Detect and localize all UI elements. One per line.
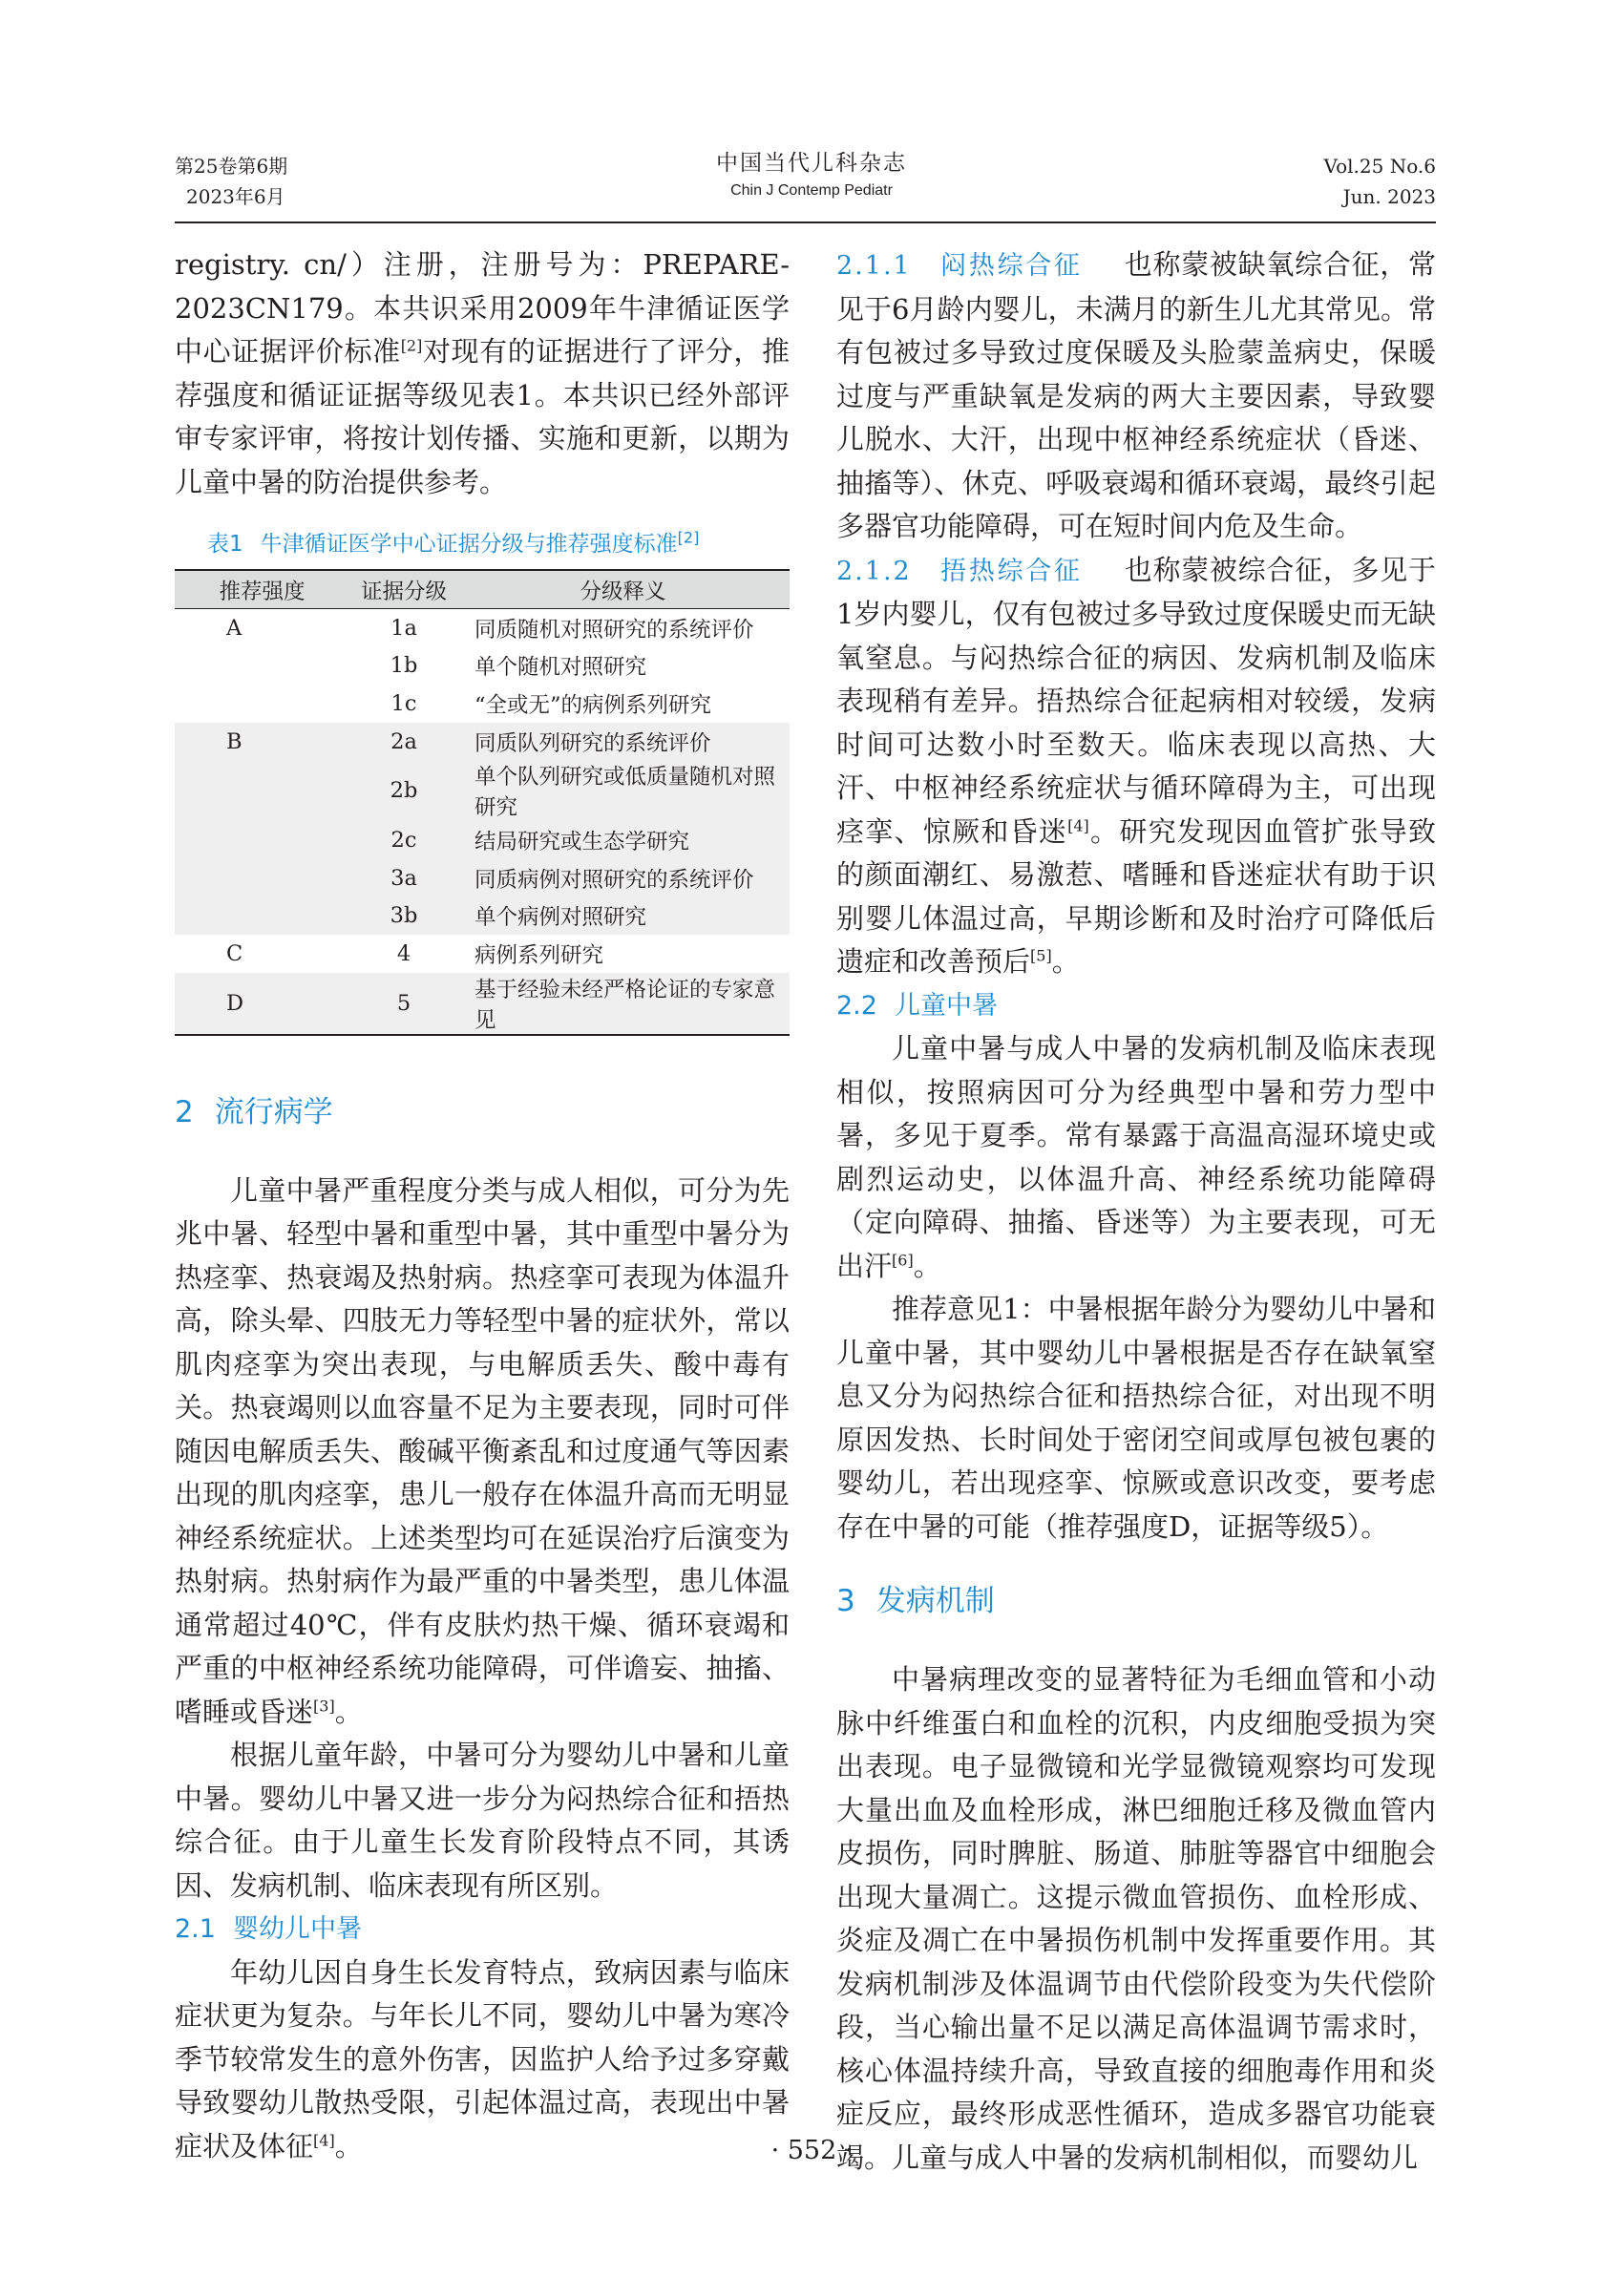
paragraph: 儿童中暑严重程度分类与成人相似，可分为先兆中暑、轻型中暑和重型中暑，其中重型中暑分为热痉挛、热衰竭及热射病。热痉挛可表现为体温升高，除头晕、四肢无力等轻型中暑的症状外，常以肌肉痉挛为突出表现，与电解质丢失、酸中毒有关。热衰竭则以血容量不足为主要表现，同时可伴随因电解质丢失、酸碱平衡紊乱和过度通气等因素出现的肌肉痉挛，患儿一般存在体温升高而无明显神经系统症状。上述类型均可在延误治疗后演变为热射病。热射病作为最严重的中暑类型，患儿体温通常超过40℃，伴有皮肤灼热干燥、循环衰竭和严重的中枢神经系统功能障碍，可伴谵妄、抽搐、嗜睡或昏迷[3]。	[175, 1173, 790, 1728]
subsection-title: 儿童中暑	[894, 990, 998, 1021]
citation[interactable]: [4]	[1067, 815, 1089, 834]
section-number: 2	[175, 1094, 194, 1129]
section-number: 3	[836, 1584, 855, 1618]
cell-grade	[175, 647, 350, 686]
paragraph: 2.1.2 捂热综合征 也称蒙被综合征，多见于1岁内婴儿，仅有包被过多导致过度保暖史而无缺氧窒息。与闷热综合征的病因、发病机制及临床表现稍有差异。捂热综合征起病相对较缓，发病时间可达数小时至数天。临床表现以高热、大汗、中枢神经系统症状与循环障碍为主，可出现痉挛、惊厥和昏迷[4]。研究发现因血管扩张导致的颜面潮红、易激惹、嗜睡和昏迷症状有助于识别婴儿体温过高，早期诊断和及时治疗可降低后遗症和改善预后[5]。	[836, 553, 1436, 978]
column-header: 推荐强度	[175, 570, 350, 609]
cell-desc: 单个随机对照研究	[475, 655, 647, 681]
running-header-right	[1324, 151, 1436, 212]
left-column	[175, 243, 790, 2168]
running-header-center	[573, 148, 1050, 203]
citation[interactable]: [4]	[313, 2131, 335, 2150]
cell-desc: 单个队列研究或低质量随机对照研究	[457, 760, 790, 821]
citation[interactable]: [2]	[400, 336, 423, 355]
table-row	[175, 760, 790, 821]
date-en: Jun. 2023	[1342, 185, 1436, 208]
intro-paragraph: registry. cn/）注册，注册号为：PREPARE-2023CN179。本共识采用2009年牛津循证医学中心证据评价标准[2]对现有的证据进行了评分，推荐强度和循证证据等级见表1。本共识已经外部评审专家评审，将按计划传播、实施和更新，以期为儿童中暑的防治提供参考。	[175, 248, 790, 498]
table-row	[175, 973, 790, 1035]
journal-title-en: Chin J Contemp Pediatr	[730, 182, 893, 199]
section-title: 发病机制	[875, 1584, 995, 1618]
cell-grade	[175, 897, 350, 936]
cell-level: 5	[350, 973, 457, 1035]
cell-desc: 同质随机对照研究的系统评价	[475, 617, 754, 643]
paragraph: 儿童中暑与成人中暑的发病机制及临床表现相似，按照病因可分为经典型中暑和劳力型中暑，多见于夏季。常有暴露于高温高湿环境史或剧烈运动史，以体温升高、神经系统功能障碍（定向障碍、抽搐、昏迷等）为主要表现，可无出汗[6]。	[836, 1032, 1436, 1282]
subsection-heading-2-2	[836, 984, 1436, 1028]
cell-level: 4	[396, 940, 411, 966]
cell-desc: 基于经验未经严格论证的专家意见	[457, 973, 790, 1035]
volume-issue-cn: 第25卷第6期	[175, 155, 288, 178]
cell-desc: 同质病例对照研究的系统评价	[457, 859, 790, 897]
table-row	[175, 859, 790, 897]
table-caption	[175, 529, 790, 559]
cell-desc: 同质队列研究的系统评价	[457, 723, 790, 761]
header-rule	[175, 221, 1436, 223]
paragraph: 2.1.1 闷热综合征 也称蒙被缺氧综合征，常见于6月龄内婴儿，未满月的新生儿尤其常见。常有包被过多导致过度保暖及头脸蒙盖病史，保暖过度与严重缺氧是发病的两大主要因素，导致婴儿脱水、大汗，出现中枢神经系统症状（昏迷、抽搐等）、休克、呼吸衰竭和循环衰竭，最终引起多器官功能障碍，可在短时间内危及生命。	[836, 248, 1436, 542]
running-header-left	[175, 151, 287, 212]
table-number: 表1	[207, 532, 243, 557]
table-header-row	[175, 570, 790, 609]
subsection-number: 2.1	[175, 1914, 216, 1945]
table-row	[175, 647, 790, 686]
cell-level: 1c	[390, 690, 417, 716]
cell-grade	[175, 821, 350, 859]
cell-level: 1a	[390, 615, 417, 641]
cell-grade	[175, 685, 350, 723]
column-header: 证据分级	[350, 570, 457, 609]
subsubsection-heading-2-1-2: 2.1.2 捂热综合征	[836, 556, 1083, 586]
table-row	[175, 723, 790, 761]
cell-desc: 单个病例对照研究	[457, 897, 790, 936]
volume-issue-en: Vol.25 No.6	[1323, 155, 1436, 178]
citation[interactable]: [5]	[1030, 946, 1052, 965]
evidence-table	[175, 569, 790, 1036]
cell-grade	[175, 760, 350, 821]
section-heading-2	[175, 1091, 790, 1134]
cell-level: 2c	[350, 821, 457, 859]
page-number: · 552 ·	[770, 2136, 854, 2165]
paragraph: 中暑病理改变的显著特征为毛细血管和小动脉中纤维蛋白和血栓的沉积，内皮细胞受损为突出表现。电子显微镜和光学显微镜观察均可发现大量出血及血栓形成，淋巴细胞迁移及微血管内皮损伤，同时脾脏、肠道、肺脏等器官中细胞会出现大量凋亡。这提示微血管损伤、血栓形成、炎症及凋亡在中暑损伤机制中发挥重要作用。其发病机制涉及体温调节由代偿阶段变为失代偿阶段，当心输出量不足以满足高体温调节需求时，核心体温持续升高，导致直接的细胞毒作用和炎症反应，最终形成恶性循环，造成多器官功能衰竭。儿童与成人中暑的发病机制相似，而婴幼儿	[836, 1663, 1436, 2174]
section-title: 流行病学	[214, 1094, 333, 1129]
cell-desc: “全或无”的病例系列研究	[475, 692, 712, 718]
cell-desc: 结局研究或生态学研究	[457, 821, 790, 859]
date-cn: 2023年6月	[186, 185, 285, 208]
cell-level: 2b	[350, 760, 457, 821]
cell-desc: 病例系列研究	[475, 942, 604, 968]
cell-grade	[175, 859, 350, 897]
table-row	[175, 897, 790, 936]
subsection-number: 2.2	[836, 990, 877, 1021]
cell-grade: C	[226, 940, 243, 966]
journal-title-cn: 中国当代儿科杂志	[716, 151, 907, 176]
citation[interactable]: [2]	[677, 528, 700, 547]
cell-level: 1b	[390, 653, 418, 679]
paragraph: 年幼儿因自身生长发育特点，致病因素与临床症状更为复杂。与年长儿不同，婴幼儿中暑为寒冷季节较常发生的意外伤害，因监护人给予过多穿戴导致婴幼儿散热受限，引起体温过高，表现出中暑症状及体征[4]。	[175, 1955, 790, 2162]
paragraph: 根据儿童年龄，中暑可分为婴幼儿中暑和儿童中暑。婴幼儿中暑又进一步分为闷热综合征和捂热综合征。由于儿童生长发育阶段特点不同，其诱因、发病机制、临床表现有所区别。	[175, 1739, 790, 1902]
subsection-heading-2-1	[175, 1908, 790, 1951]
cell-grade: D	[175, 973, 350, 1035]
subsubsection-heading-2-1-1: 2.1.1 闷热综合征	[836, 251, 1083, 281]
table-row	[175, 609, 790, 647]
cell-level: 3a	[350, 859, 457, 897]
cell-grade: A	[226, 615, 243, 641]
citation[interactable]: [6]	[892, 1250, 914, 1269]
subsection-title: 婴幼儿中暑	[232, 1914, 362, 1945]
cell-grade: B	[175, 723, 350, 761]
table-row	[175, 935, 790, 973]
cell-level: 3b	[350, 897, 457, 936]
section-heading-3	[836, 1580, 1436, 1623]
recommendation-paragraph: 推荐意见1：中暑根据年龄分为婴幼儿中暑和儿童中暑，其中婴幼儿中暑根据是否存在缺氧窒息又分为闷热综合征和捂热综合征，对出现不明原因发热、长时间处于密闭空间或厚包被包裹的婴幼儿，若出现痉挛、惊厥或意识改变，要考虑存在中暑的可能（推荐强度D，证据等级5）。	[836, 1293, 1436, 1543]
right-column	[836, 243, 1436, 2180]
cell-level: 2a	[350, 723, 457, 761]
table-row	[175, 685, 790, 723]
table-row	[175, 821, 790, 859]
table-title: 牛津循证医学中心证据分级与推荐强度标准	[260, 532, 678, 557]
column-header: 分级释义	[457, 570, 790, 609]
citation[interactable]: [3]	[313, 1697, 335, 1716]
